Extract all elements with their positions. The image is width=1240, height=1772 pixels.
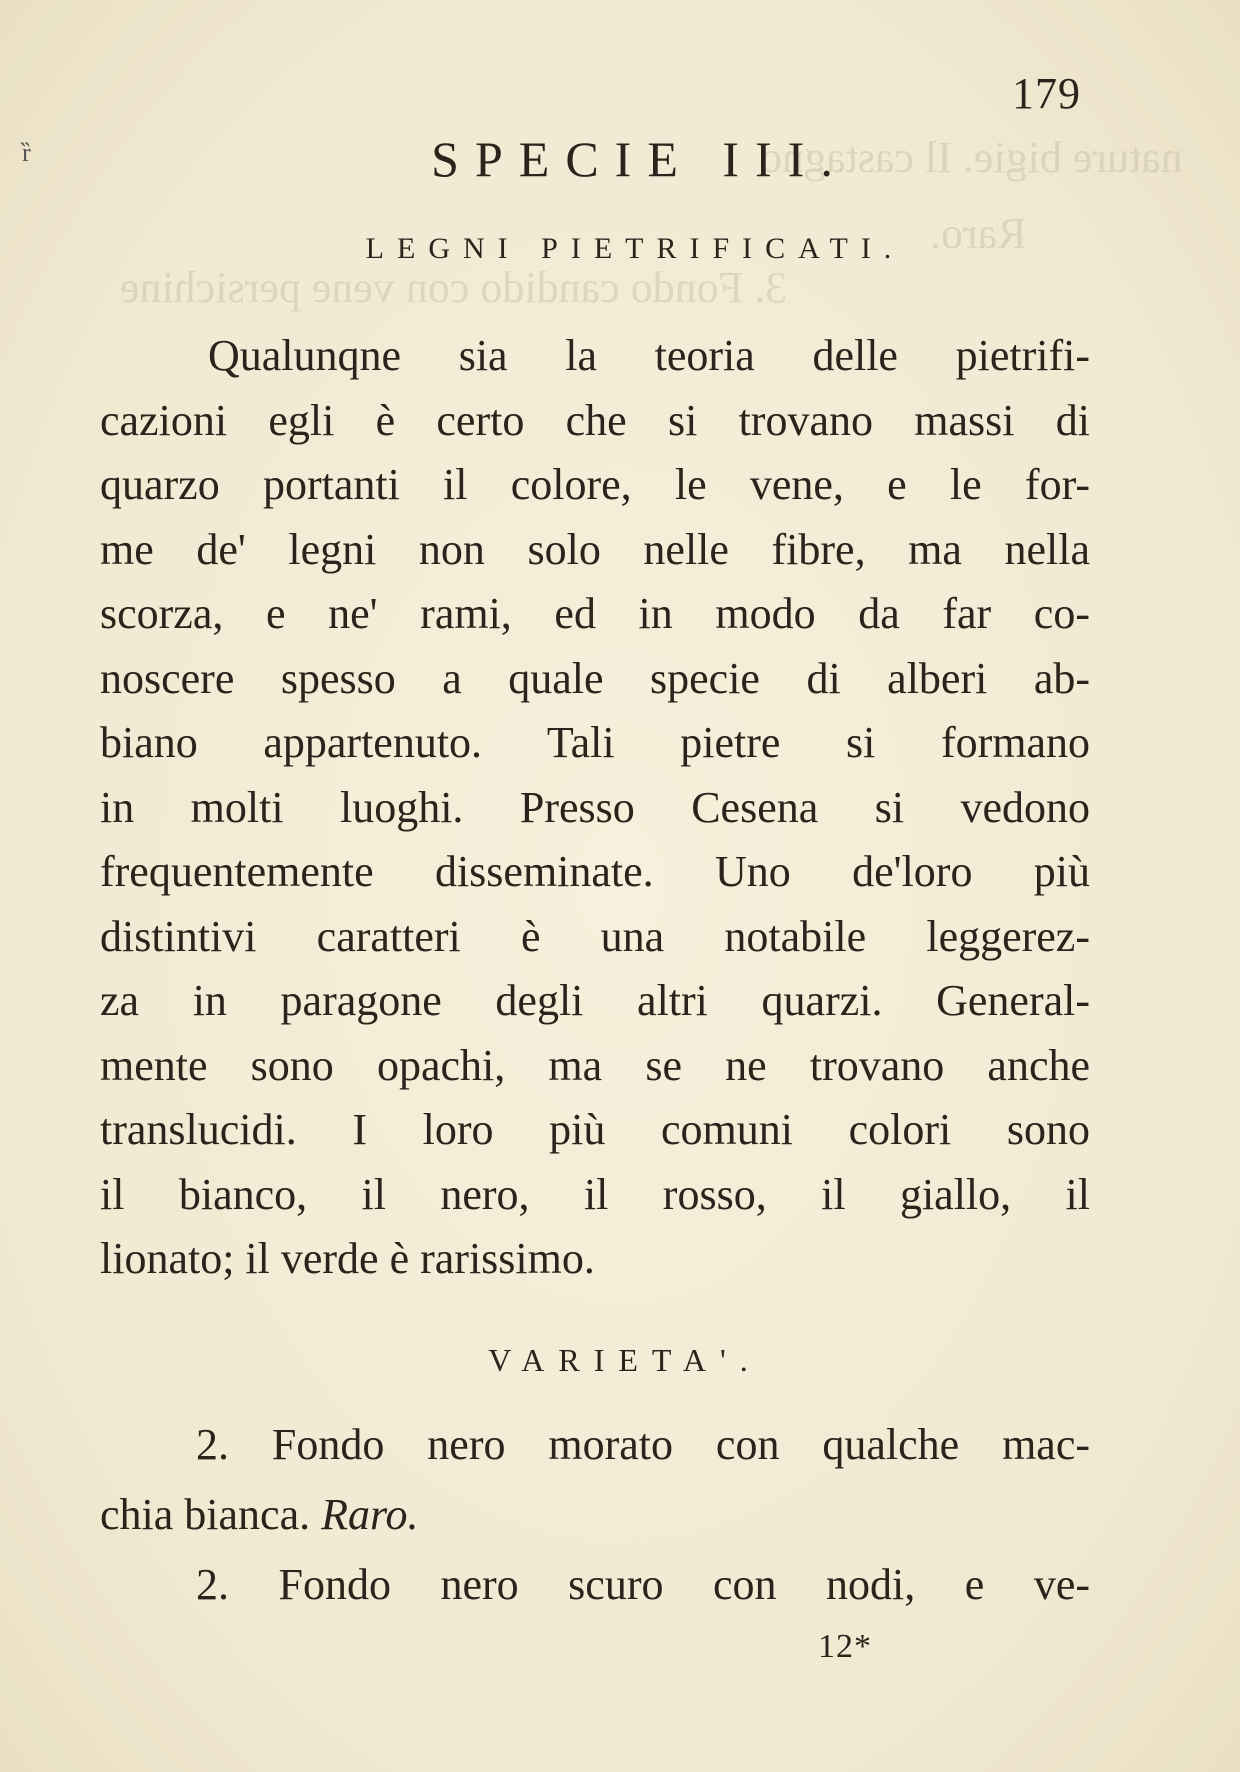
text-line: scorza, e ne' rami, ed in modo da far co- xyxy=(100,589,1090,638)
text-line: mente sono opachi, ma se ne trovano anche xyxy=(100,1040,1090,1090)
edge-mark: ȑ xyxy=(22,138,31,167)
varieties-list xyxy=(100,1410,1090,1620)
text-line: za in paragone degli altri quarzi. General- xyxy=(100,976,1090,1025)
variety-line: 2. Fondo nero scuro con nodi, e ve- xyxy=(196,1560,1090,1609)
bleed-through-line: Raro. xyxy=(930,209,1027,258)
text-line: quarzo portanti il colore, le vene, e le for- xyxy=(100,460,1090,509)
species-heading: SPECIE III. xyxy=(431,131,849,187)
text-line: cazioni egli è certo che si trovano massi di xyxy=(100,395,1090,445)
subject-heading: LEGNI PIETRIFICATI. xyxy=(365,232,905,265)
text-line: distintivi caratteri è una notabile leggerez- xyxy=(100,911,1090,961)
signature-mark: 12* xyxy=(818,1628,872,1665)
text-line: biano appartenuto. Tali pietre si formano xyxy=(100,718,1090,767)
text-line: noscere spesso a quale specie di alberi ab- xyxy=(100,653,1090,703)
text-line: lionato; il verde è rarissimo. xyxy=(100,1234,595,1283)
variety-rarity: Raro. xyxy=(321,1490,419,1539)
text-line: in molti luoghi. Presso Cesena si vedono xyxy=(100,782,1090,832)
text-line: Qualunqne sia la teoria delle pietrifi- xyxy=(208,331,1090,380)
text-line: frequentemente disseminate. Uno de'loro più xyxy=(100,847,1090,896)
text-line: me de' legni non solo nelle fibre, ma nella xyxy=(100,524,1090,574)
variety-line xyxy=(100,1480,1090,1550)
variety-line: 2. Fondo nero morato con qualche mac- xyxy=(196,1420,1090,1469)
variety-text: chia bianca. xyxy=(100,1490,311,1539)
varieties-heading: VARIETA'. xyxy=(488,1342,762,1378)
text-line: il bianco, il nero, il rosso, il giallo, il xyxy=(100,1169,1090,1219)
bleed-through-line: 3. Fondo candido con vene persichine xyxy=(120,263,788,312)
body-paragraph xyxy=(100,324,1090,1292)
text-line: translucidi. I loro più comuni colori sono xyxy=(100,1105,1090,1154)
page-number: 179 xyxy=(1012,69,1081,118)
bleed-through-line: nature bigie. Il castagno xyxy=(760,133,1183,182)
